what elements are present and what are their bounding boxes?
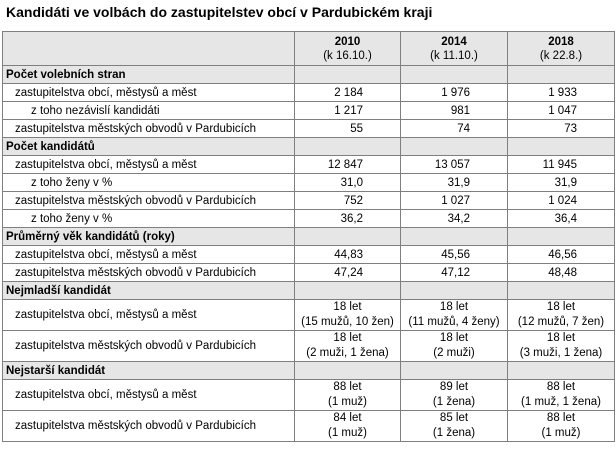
value-cell: 46,56 bbox=[508, 246, 615, 264]
table-row bbox=[3, 411, 615, 442]
value-line: (1 žena) bbox=[432, 427, 476, 439]
value-line: (1 muž) bbox=[328, 427, 367, 439]
value-line: (1 žena) bbox=[432, 396, 476, 408]
value-cell bbox=[295, 380, 401, 411]
section-cell bbox=[295, 362, 401, 380]
value-line: (11 mužů, 4 ženy) bbox=[408, 316, 500, 328]
value-line: 88 let bbox=[546, 412, 576, 424]
section-cell bbox=[508, 138, 615, 156]
year-date: (k 22.8.) bbox=[539, 49, 583, 62]
header-year-2018 bbox=[508, 32, 615, 66]
section-title: Počet kandidátů bbox=[3, 138, 295, 156]
value-cell: 13 057 bbox=[401, 156, 508, 174]
value-cell: 12 847 bbox=[295, 156, 401, 174]
value-cell: 981 bbox=[401, 102, 508, 120]
value-cell: 55 bbox=[295, 120, 401, 138]
value-cell: 11 945 bbox=[508, 156, 615, 174]
header-year-2014 bbox=[401, 32, 508, 66]
value-cell: 74 bbox=[401, 120, 508, 138]
table-row bbox=[3, 210, 615, 228]
value-cell: 1 024 bbox=[508, 192, 615, 210]
table-header-row bbox=[3, 32, 615, 66]
value-cell: 47,24 bbox=[295, 264, 401, 282]
section-title: Nejstarší kandidát bbox=[3, 362, 295, 380]
value-cell: 31,9 bbox=[401, 174, 508, 192]
row-label: z toho ženy v % bbox=[3, 210, 295, 228]
row-label: zastupitelstva obcí, městysů a měst bbox=[3, 380, 295, 411]
value-cell bbox=[401, 331, 508, 362]
value-cell: 31,9 bbox=[508, 174, 615, 192]
page-title: Kandidáti ve volbách do zastupitelstev obcí v Pardubickém kraji bbox=[6, 4, 433, 20]
row-label: z toho ženy v % bbox=[3, 174, 295, 192]
section-cell bbox=[401, 138, 508, 156]
value-line: (1 muž) bbox=[541, 427, 581, 439]
table-row bbox=[3, 246, 615, 264]
section-cell bbox=[508, 228, 615, 246]
year-label: 2010 bbox=[334, 35, 361, 48]
table-row bbox=[3, 174, 615, 192]
value-line: 85 let bbox=[439, 412, 469, 424]
value-cell: 36,2 bbox=[295, 210, 401, 228]
row-label: zastupitelstva obcí, městysů a měst bbox=[3, 300, 295, 331]
table-row bbox=[3, 84, 615, 102]
table-row bbox=[3, 120, 615, 138]
value-line: (12 mužů, 7 žen) bbox=[517, 316, 605, 328]
row-label: zastupitelstva obcí, městysů a měst bbox=[3, 84, 295, 102]
value-cell bbox=[295, 331, 401, 362]
value-line: 88 let bbox=[333, 381, 362, 393]
value-line: (1 muž) bbox=[328, 396, 367, 408]
value-cell: 1 027 bbox=[401, 192, 508, 210]
table-row bbox=[3, 192, 615, 210]
row-label: zastupitelstva městských obvodů v Pardubicích bbox=[3, 192, 295, 210]
value-line: (3 muži, 1 žena) bbox=[519, 347, 603, 359]
value-cell: 36,4 bbox=[508, 210, 615, 228]
row-label: zastupitelstva městských obvodů v Pardubicích bbox=[3, 120, 295, 138]
value-cell: 1 933 bbox=[508, 84, 615, 102]
section-row bbox=[3, 282, 615, 300]
section-cell bbox=[295, 282, 401, 300]
row-label: zastupitelstva obcí, městysů a měst bbox=[3, 156, 295, 174]
value-line: 89 let bbox=[439, 381, 469, 393]
value-cell: 2 184 bbox=[295, 84, 401, 102]
row-label: zastupitelstva městských obvodů v Pardubicích bbox=[3, 264, 295, 282]
year-label: 2014 bbox=[441, 35, 467, 48]
value-cell bbox=[401, 300, 508, 331]
value-line: 84 let bbox=[333, 412, 362, 424]
value-line: 18 let bbox=[546, 301, 576, 313]
section-cell bbox=[401, 228, 508, 246]
value-cell: 1 217 bbox=[295, 102, 401, 120]
value-cell bbox=[508, 411, 615, 442]
value-line: 18 let bbox=[439, 301, 469, 313]
section-cell bbox=[508, 66, 615, 84]
section-cell bbox=[508, 282, 615, 300]
value-cell bbox=[401, 411, 508, 442]
value-line: (2 muži, 1 žena) bbox=[306, 347, 389, 359]
value-cell: 73 bbox=[508, 120, 615, 138]
value-line: 18 let bbox=[333, 301, 362, 313]
value-cell bbox=[508, 380, 615, 411]
value-cell bbox=[401, 380, 508, 411]
row-label: zastupitelstva městských obvodů v Pardubicích bbox=[3, 331, 295, 362]
value-cell: 48,48 bbox=[508, 264, 615, 282]
value-cell: 34,2 bbox=[401, 210, 508, 228]
value-cell: 45,56 bbox=[401, 246, 508, 264]
section-title: Průměrný věk kandidátů (roky) bbox=[3, 228, 295, 246]
section-cell bbox=[295, 66, 401, 84]
section-row bbox=[3, 138, 615, 156]
row-label: zastupitelstva obcí, městysů a měst bbox=[3, 246, 295, 264]
header-empty-cell bbox=[3, 32, 295, 66]
section-cell bbox=[401, 362, 508, 380]
value-line: 18 let bbox=[439, 332, 469, 344]
table-row bbox=[3, 102, 615, 120]
year-date: (k 16.10.) bbox=[323, 49, 372, 62]
table-row bbox=[3, 300, 615, 331]
table-row bbox=[3, 331, 615, 362]
section-cell bbox=[401, 282, 508, 300]
value-cell: 47,12 bbox=[401, 264, 508, 282]
value-line: 18 let bbox=[333, 332, 362, 344]
section-title: Nejmladší kandidát bbox=[3, 282, 295, 300]
value-cell bbox=[295, 411, 401, 442]
section-cell bbox=[401, 66, 508, 84]
value-cell: 1 047 bbox=[508, 102, 615, 120]
value-cell bbox=[508, 331, 615, 362]
value-cell bbox=[508, 300, 615, 331]
header-year-2010 bbox=[295, 32, 401, 66]
year-date: (k 11.10.) bbox=[430, 49, 478, 62]
row-label: zastupitelstva městských obvodů v Pardubicích bbox=[3, 411, 295, 442]
table-row bbox=[3, 264, 615, 282]
section-cell bbox=[295, 138, 401, 156]
value-cell: 1 976 bbox=[401, 84, 508, 102]
table-row bbox=[3, 156, 615, 174]
section-cell bbox=[295, 228, 401, 246]
year-label: 2018 bbox=[548, 35, 574, 48]
value-line: 18 let bbox=[546, 332, 576, 344]
section-row bbox=[3, 228, 615, 246]
section-title: Počet volebních stran bbox=[3, 66, 295, 84]
value-cell: 44,83 bbox=[295, 246, 401, 264]
candidates-table bbox=[2, 31, 615, 442]
section-row bbox=[3, 66, 615, 84]
value-cell: 31,0 bbox=[295, 174, 401, 192]
row-label: z toho nezávislí kandidáti bbox=[3, 102, 295, 120]
table-row bbox=[3, 380, 615, 411]
value-line: (1 muž, 1 žena) bbox=[521, 396, 601, 408]
section-row bbox=[3, 362, 615, 380]
value-line: (15 mužů, 10 žen) bbox=[301, 316, 394, 328]
section-cell bbox=[508, 362, 615, 380]
value-line: 88 let bbox=[546, 381, 576, 393]
value-cell bbox=[295, 300, 401, 331]
value-cell: 752 bbox=[295, 192, 401, 210]
value-line: (2 muži) bbox=[433, 347, 475, 359]
